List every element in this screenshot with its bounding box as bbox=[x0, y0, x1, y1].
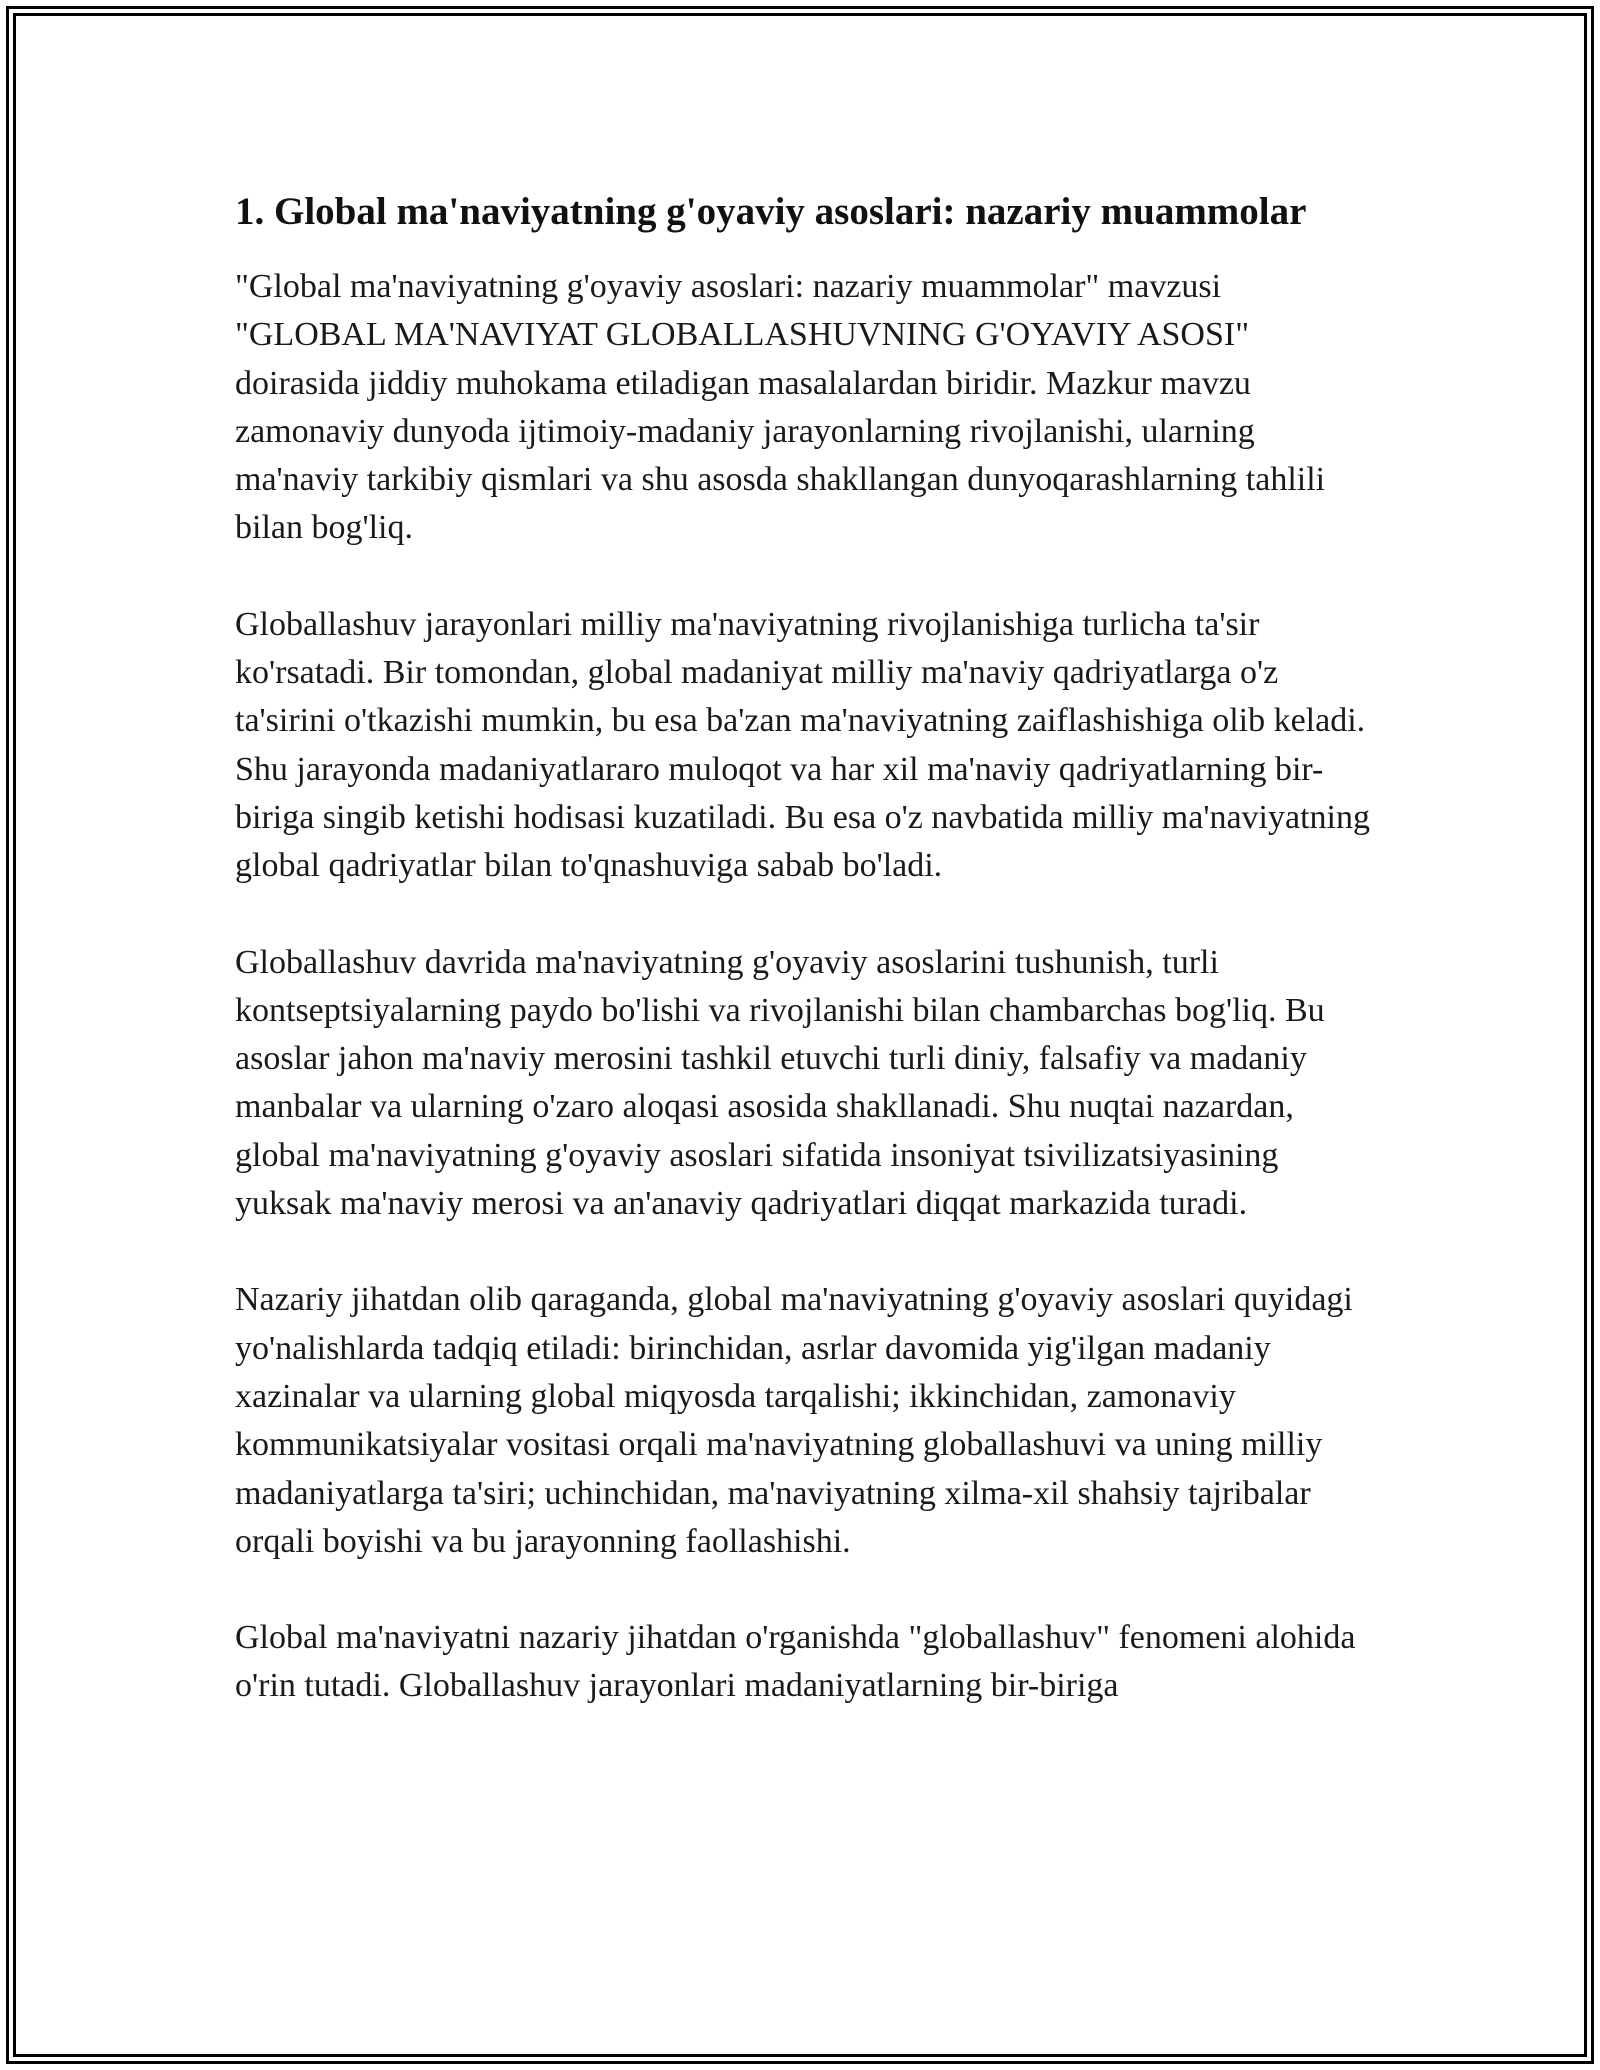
paragraph-3: Globallashuv davrida ma'naviyatning g'oyaviy asoslarini tushunish, turli kontseptsiyalarning paydo bo'lishi va rivojlanishi bilan chambarchas bog'liq. Bu asoslar jahon ma'naviy merosini tashkil etuvchi turli diniy, falsafiy va madaniy manbalar va ularning o'zaro aloqasi asosida shakllanadi. Shu nuqtai nazardan, global ma'naviyatning g'oyaviy asoslari sifatida insoniyat tsivilizatsiyasining yuksak ma'naviy merosi va an'anaviy qadriyatlari diqqat markazida turadi. bbox=[235, 943, 1325, 1223]
paragraph-2: Globallashuv jarayonlari milliy ma'naviyatning rivojlanishiga turlicha ta'sir ko'rsatadi. Bir tomondan, global madaniyat milliy ma'naviy qadriyatlarga o'z ta'sirini o'tkazishi mumkin, bu esa ba'zan ma'naviyatning zaiflashishiga olib keladi. Shu jarayonda madaniyatlararo muloqot va har xil ma'naviy qadriyatlarning bir-biriga singib ketishi hodisasi kuzatiladi. Bu esa o'z navbatida milliy ma'naviyatning global qadriyatlar bilan to'qnashuviga sabab bo'ladi. bbox=[235, 605, 1370, 885]
section-title: 1. Global ma'naviyatning g'oyaviy asoslari: nazariy muammolar bbox=[235, 190, 1307, 233]
paragraph-5: Global ma'naviyatni nazariy jihatdan o'rganishda "globallashuv" fenomeni alohida o'rin tutadi. Globallashuv jarayonlari madaniyatlarning bir-biriga bbox=[235, 1619, 1356, 1705]
paragraph-4: Nazariy jihatdan olib qaraganda, global ma'naviyatning g'oyaviy asoslari quyidagi yo'nalishlarda tadqiq etiladi: birinchidan, asrlar davomida yig'ilgan madaniy xazinalar va ularning global miqyosda tarqalishi; ikkinchidan, zamonaviy kommunikatsiyalar vositasi orqali ma'naviyatning globallashuvi va uning milliy madaniyatlarga ta'siri; uchinchidan, ma'naviyatning xilma-xil shahsiy tajribalar orqali boyishi va bu jarayonning faollashishi. bbox=[235, 1281, 1353, 1560]
document-body bbox=[235, 185, 1375, 1759]
paragraph-1: "Global ma'naviyatning g'oyaviy asoslari: nazariy muammolar" mavzusi "GLOBAL MA'NAVIYAT GLOBALLASHUVNING G'OYAVIY ASOSI" doirasida jiddiy muhokama etiladigan masalalardan biridir. Mazkur mavzu zamonaviy dunyoda ijtimoiy-madaniy jarayonlarning rivojlanishi, ularning ma'naviy tarkibiy qismlari va shu asosda shakllangan dunyoqarashlarning tahlili bilan bog'liq. bbox=[235, 268, 1326, 547]
